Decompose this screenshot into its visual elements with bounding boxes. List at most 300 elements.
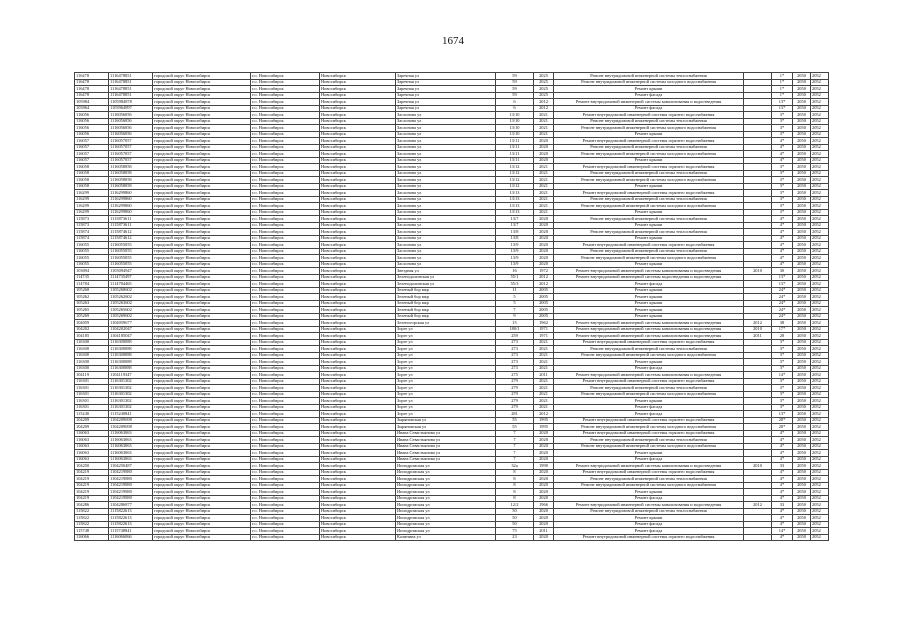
cell-municipality: г.о. Новосибирск <box>251 521 320 528</box>
cell-plan-start: 2050 <box>793 489 811 496</box>
cell-plan-end: 2052 <box>811 443 829 450</box>
cell-street: Зорге ул <box>396 391 496 398</box>
cell-municipal-district: городской округ Новосибирск <box>153 216 251 223</box>
cell-plan-start: 2050 <box>793 391 811 398</box>
cell-wear: 13* <box>772 105 793 112</box>
cell-street: Ивана Севастьянова ул <box>396 437 496 444</box>
cell-locality: Новосибирск <box>320 326 396 333</box>
cell-house-number: 8 <box>496 469 534 476</box>
cell-plan-start: 2050 <box>793 151 811 158</box>
cell-building-code: 1115873611 <box>109 216 153 223</box>
cell-plan-end: 2052 <box>811 92 829 99</box>
cell-work-type: Ремонт крыши <box>554 300 744 307</box>
cell-plan-end: 2052 <box>811 73 829 80</box>
cell-building-code: 1116056056 <box>109 131 153 138</box>
cell-build-year: 2020 <box>534 456 554 463</box>
cell-street: Заречная ул <box>396 105 496 112</box>
cell-wear: 3* <box>772 112 793 119</box>
cell-work-type: Ремонт внутридомовой инженерной системы канализования и водоотведения <box>554 502 744 509</box>
cell-house-number: 11 <box>496 287 534 294</box>
cell-locality: Новосибирск <box>320 105 396 112</box>
cell-locality: Новосибирск <box>320 177 396 184</box>
cell-plan-start: 2050 <box>793 313 811 320</box>
cell-wear: 3* <box>772 385 793 392</box>
cell-house-id: 116057 <box>75 157 109 164</box>
cell-work-type: Ремонт внутридомовой инженерной системы горячего водоснабжения <box>554 339 744 346</box>
cell-build-year: 2025 <box>534 92 554 99</box>
cell-municipality: г.о. Новосибирск <box>251 125 320 132</box>
cell-municipal-district: городской округ Новосибирск <box>153 229 251 236</box>
cell-house-id: 104286 <box>75 502 109 509</box>
cell-house-id: 116301 <box>75 385 109 392</box>
cell-house-number: 259 <box>496 333 534 340</box>
cell-building-code: 1116055055 <box>109 248 153 255</box>
cell-plan-start: 2050 <box>793 118 811 125</box>
cell-municipal-district: городской округ Новосибирск <box>153 73 251 80</box>
cell-work-type: Ремонт фасада <box>554 365 744 372</box>
cell-municipality: г.о. Новосибирск <box>251 73 320 80</box>
cell-municipal-district: городской округ Новосибирск <box>153 209 251 216</box>
cell-wear: 24* <box>772 300 793 307</box>
cell-municipal-district: городской округ Новосибирск <box>153 463 251 470</box>
cell-last-repair-year <box>744 534 772 541</box>
cell-building-code: 1116301302 <box>109 398 153 405</box>
cell-build-year: 2011 <box>534 372 554 379</box>
cell-plan-end: 2052 <box>811 281 829 288</box>
cell-house-id: 116063 <box>75 437 109 444</box>
cell-municipality: г.о. Новосибирск <box>251 333 320 340</box>
cell-house-number: 7 <box>496 443 534 450</box>
cell-house-number: 7 <box>496 450 534 457</box>
cell-house-number: 55 <box>496 417 534 424</box>
cell-locality: Новосибирск <box>320 138 396 145</box>
cell-house-id: 105265 <box>75 307 109 314</box>
cell-municipal-district: городской округ Новосибирск <box>153 489 251 496</box>
cell-municipal-district: городской округ Новосибирск <box>153 151 251 158</box>
cell-locality: Новосибирск <box>320 463 396 470</box>
cell-municipal-district: городской округ Новосибирск <box>153 300 251 307</box>
cell-wear: 4* <box>772 144 793 151</box>
cell-building-code: 1116478851 <box>109 86 153 93</box>
cell-work-type: Ремонт внутридомовой инженерной системы теплоснабжения <box>554 73 744 80</box>
cell-municipality: г.о. Новосибирск <box>251 294 320 301</box>
cell-house-number: 13/13 <box>496 209 534 216</box>
cell-plan-start: 2050 <box>793 430 811 437</box>
cell-locality: Новосибирск <box>320 359 396 366</box>
cell-build-year: 2021 <box>534 398 554 405</box>
cell-wear: 4* <box>772 229 793 236</box>
cell-locality: Новосибирск <box>320 482 396 489</box>
cell-municipal-district: городской округ Новосибирск <box>153 411 251 418</box>
cell-wear: 4* <box>772 248 793 255</box>
cell-build-year: 1995 <box>534 417 554 424</box>
cell-building-code: 1104219880 <box>109 495 153 502</box>
cell-municipal-district: городской округ Новосибирск <box>153 131 251 138</box>
cell-municipality: г.о. Новосибирск <box>251 528 320 535</box>
cell-municipal-district: городской округ Новосибирск <box>153 521 251 528</box>
cell-build-year: 2021 <box>534 164 554 171</box>
cell-plan-start: 2050 <box>793 424 811 431</box>
cell-house-id: 116301 <box>75 404 109 411</box>
cell-work-type: Ремонт крыши <box>554 313 744 320</box>
cell-locality: Новосибирск <box>320 352 396 359</box>
cell-municipal-district: городской округ Новосибирск <box>153 508 251 515</box>
cell-wear: 4* <box>772 437 793 444</box>
cell-municipality: г.о. Новосибирск <box>251 326 320 333</box>
cell-plan-start: 2050 <box>793 131 811 138</box>
cell-municipal-district: городской округ Новосибирск <box>153 79 251 86</box>
cell-locality: Новосибирск <box>320 131 396 138</box>
cell-house-id: 115874 <box>75 235 109 242</box>
cell-plan-end: 2052 <box>811 430 829 437</box>
cell-build-year: 2020 <box>534 495 554 502</box>
cell-work-type: Ремонт внутридомовой инженерной системы теплоснабжения <box>554 144 744 151</box>
cell-build-year: 2021 <box>534 177 554 184</box>
cell-last-repair-year: 2012 <box>744 320 772 327</box>
cell-locality: Новосибирск <box>320 534 396 541</box>
cell-build-year: 2021 <box>534 365 554 372</box>
cell-municipal-district: городской округ Новосибирск <box>153 391 251 398</box>
cell-building-code: 1115874612 <box>109 229 153 236</box>
cell-house-id: 116063 <box>75 456 109 463</box>
cell-municipal-district: городской округ Новосибирск <box>153 437 251 444</box>
cell-house-number: 13/10 <box>496 131 534 138</box>
cell-plan-end: 2052 <box>811 300 829 307</box>
cell-street: Ивана Севастьянова ул <box>396 456 496 463</box>
cell-plan-start: 2050 <box>793 261 811 268</box>
cell-municipality: г.о. Новосибирск <box>251 196 320 203</box>
cell-build-year: 1966 <box>534 502 554 509</box>
cell-locality: Новосибирск <box>320 300 396 307</box>
cell-wear: 4* <box>772 482 793 489</box>
cell-plan-end: 2052 <box>811 450 829 457</box>
cell-street: Зорге ул <box>396 411 496 418</box>
cell-street: Заслонова ул <box>396 138 496 145</box>
cell-house-id: 116300 <box>75 365 109 372</box>
cell-last-repair-year: 2010 <box>744 326 772 333</box>
cell-locality: Новосибирск <box>320 79 396 86</box>
cell-plan-end: 2052 <box>811 313 829 320</box>
cell-work-type: Ремонт крыши <box>554 450 744 457</box>
cell-plan-end: 2052 <box>811 268 829 275</box>
cell-plan-end: 2052 <box>811 456 829 463</box>
cell-work-type: Ремонт крыши <box>554 222 744 229</box>
cell-municipal-district: городской округ Новосибирск <box>153 378 251 385</box>
cell-plan-end: 2052 <box>811 248 829 255</box>
cell-plan-start: 2050 <box>793 287 811 294</box>
cell-street: Зеленый бор мкр <box>396 307 496 314</box>
cell-plan-end: 2052 <box>811 372 829 379</box>
cell-locality: Новосибирск <box>320 508 396 515</box>
cell-wear: 28* <box>772 417 793 424</box>
cell-building-code: 1116057057 <box>109 144 153 151</box>
cell-building-code: 1116056056 <box>109 125 153 132</box>
cell-plan-start: 2050 <box>793 86 811 93</box>
cell-build-year: 2020 <box>534 255 554 262</box>
cell-municipality: г.о. Новосибирск <box>251 411 320 418</box>
cell-municipal-district: городской округ Новосибирск <box>153 476 251 483</box>
cell-locality: Новосибирск <box>320 391 396 398</box>
cell-house-id: 116056 <box>75 112 109 119</box>
cell-locality: Новосибирск <box>320 528 396 535</box>
cell-municipality: г.о. Новосибирск <box>251 203 320 210</box>
cell-wear: 3* <box>772 170 793 177</box>
cell-house-id: 116299 <box>75 203 109 210</box>
cell-house-number: 13/9 <box>496 242 534 249</box>
cell-house-id: 116058 <box>75 183 109 190</box>
cell-locality: Новосибирск <box>320 411 396 418</box>
cell-locality: Новосибирск <box>320 274 396 281</box>
cell-plan-end: 2052 <box>811 534 829 541</box>
cell-last-repair-year: 2010 <box>744 463 772 470</box>
cell-work-type: Ремонт внутридомовой инженерной системы горячего водоснабжения <box>554 378 744 385</box>
cell-plan-end: 2052 <box>811 203 829 210</box>
cell-plan-end: 2052 <box>811 216 829 223</box>
cell-plan-end: 2052 <box>811 138 829 145</box>
cell-building-code: 1104185047 <box>109 333 153 340</box>
cell-work-type: Ремонт крыши <box>554 398 744 405</box>
cell-plan-start: 2050 <box>793 528 811 535</box>
cell-house-number: 13/11 <box>496 138 534 145</box>
cell-build-year: 2020 <box>534 469 554 476</box>
cell-locality: Новосибирск <box>320 333 396 340</box>
cell-building-code: 1116478851 <box>109 79 153 86</box>
cell-build-year: 2005 <box>534 307 554 314</box>
cell-build-year: 2021 <box>534 131 554 138</box>
cell-locality: Новосибирск <box>320 346 396 353</box>
cell-build-year: 2020 <box>534 242 554 249</box>
cell-street: Заречная ул <box>396 99 496 106</box>
cell-locality: Новосибирск <box>320 398 396 405</box>
cell-work-type: Ремонт внутридомовой инженерной системы теплоснабжения <box>554 248 744 255</box>
cell-plan-start: 2050 <box>793 164 811 171</box>
cell-municipality: г.о. Новосибирск <box>251 222 320 229</box>
cell-wear: 3* <box>772 391 793 398</box>
cell-plan-end: 2052 <box>811 476 829 483</box>
cell-building-code: 1116299860 <box>109 190 153 197</box>
cell-plan-end: 2052 <box>811 339 829 346</box>
cell-house-number: 13/12 <box>496 164 534 171</box>
cell-street: Заслонова ул <box>396 229 496 236</box>
cell-build-year: 2021 <box>534 385 554 392</box>
cell-street: Заслонова ул <box>396 190 496 197</box>
cell-plan-end: 2052 <box>811 164 829 171</box>
cell-wear: 4* <box>772 138 793 145</box>
cell-plan-end: 2052 <box>811 170 829 177</box>
cell-build-year: 2005 <box>534 313 554 320</box>
cell-locality: Новосибирск <box>320 437 396 444</box>
cell-municipal-district: городской округ Новосибирск <box>153 482 251 489</box>
cell-build-year: 2012 <box>534 274 554 281</box>
cell-build-year: 2005 <box>534 294 554 301</box>
cell-wear: 3* <box>772 177 793 184</box>
cell-plan-start: 2050 <box>793 294 811 301</box>
cell-wear: 17* <box>772 326 793 333</box>
cell-municipal-district: городской округ Новосибирск <box>153 144 251 151</box>
cell-municipality: г.о. Новосибирск <box>251 404 320 411</box>
cell-wear: 1* <box>772 73 793 80</box>
cell-street: Зорге ул <box>396 333 496 340</box>
cell-wear: 24* <box>772 287 793 294</box>
cell-work-type: Ремонт крыши <box>554 209 744 216</box>
cell-plan-start: 2050 <box>793 385 811 392</box>
cell-building-code: 1116055055 <box>109 261 153 268</box>
cell-street: Заречная ул <box>396 73 496 80</box>
cell-building-code: 1116478851 <box>109 92 153 99</box>
cell-house-number: 13/8 <box>496 235 534 242</box>
cell-house-id: 116063 <box>75 450 109 457</box>
cell-house-id: 104059 <box>75 320 109 327</box>
cell-house-id: 115873 <box>75 216 109 223</box>
cell-locality: Новосибирск <box>320 99 396 106</box>
cell-plan-start: 2050 <box>793 92 811 99</box>
cell-plan-end: 2052 <box>811 515 829 522</box>
cell-build-year: 2020 <box>534 216 554 223</box>
cell-plan-end: 2052 <box>811 469 829 476</box>
cell-house-number: 279 <box>496 378 534 385</box>
cell-plan-end: 2052 <box>811 118 829 125</box>
cell-municipal-district: городской округ Новосибирск <box>153 528 251 535</box>
cell-house-number: 275 <box>496 372 534 379</box>
cell-build-year: 2021 <box>534 209 554 216</box>
cell-plan-end: 2052 <box>811 294 829 301</box>
cell-locality: Новосибирск <box>320 118 396 125</box>
cell-locality: Новосибирск <box>320 196 396 203</box>
cell-street: Ипподромская ул <box>396 489 496 496</box>
cell-municipality: г.о. Новосибирск <box>251 144 320 151</box>
cell-street: Зеленый бор мкр <box>396 313 496 320</box>
cell-street: Ипподромская ул <box>396 528 496 535</box>
cell-work-type: Ремонт внутридомовой инженерной системы теплоснабжения <box>554 476 744 483</box>
cell-house-number: 16 <box>496 268 534 275</box>
cell-build-year: 2012 <box>534 411 554 418</box>
cell-building-code: 1115822613 <box>109 515 153 522</box>
cell-building-code: 1104209698 <box>109 424 153 431</box>
cell-building-code: 1116299860 <box>109 209 153 216</box>
cell-build-year: 2021 <box>534 359 554 366</box>
cell-house-number: 273 <box>496 339 534 346</box>
cell-locality: Новосибирск <box>320 339 396 346</box>
cell-work-type: Ремонт внутридомовой инженерной системы теплоснабжения <box>554 170 744 177</box>
cell-plan-end: 2052 <box>811 359 829 366</box>
cell-street: Зыряновская ул <box>396 417 496 424</box>
cell-municipality: г.о. Новосибирск <box>251 365 320 372</box>
cell-plan-start: 2050 <box>793 378 811 385</box>
cell-municipality: г.о. Новосибирск <box>251 307 320 314</box>
cell-municipality: г.о. Новосибирск <box>251 346 320 353</box>
cell-municipal-district: городской округ Новосибирск <box>153 307 251 314</box>
cell-work-type: Ремонт внутридомовой инженерной системы горячего водоснабжения <box>554 138 744 145</box>
cell-municipality: г.о. Новосибирск <box>251 151 320 158</box>
cell-plan-end: 2052 <box>811 190 829 197</box>
cell-plan-start: 2050 <box>793 235 811 242</box>
cell-house-number: 7 <box>496 437 534 444</box>
cell-street: Зеленый бор мкр <box>396 294 496 301</box>
cell-street: Зеленый бор мкр <box>396 287 496 294</box>
cell-wear: 3* <box>772 359 793 366</box>
cell-locality: Новосибирск <box>320 287 396 294</box>
cell-municipality: г.о. Новосибирск <box>251 183 320 190</box>
cell-locality: Новосибирск <box>320 365 396 372</box>
cell-wear: 4* <box>772 495 793 502</box>
cell-locality: Новосибирск <box>320 450 396 457</box>
cell-municipality: г.о. Новосибирск <box>251 86 320 93</box>
cell-wear: 3* <box>772 365 793 372</box>
cell-plan-start: 2050 <box>793 365 811 372</box>
cell-building-code: 1104219880 <box>109 469 153 476</box>
cell-municipal-district: городской округ Новосибирск <box>153 248 251 255</box>
cell-house-number: 50 <box>496 521 534 528</box>
cell-wear: 33 <box>772 502 793 509</box>
cell-wear: 3* <box>772 203 793 210</box>
cell-plan-start: 2050 <box>793 482 811 489</box>
cell-plan-end: 2052 <box>811 365 829 372</box>
cell-municipality: г.о. Новосибирск <box>251 469 320 476</box>
cell-municipal-district: городской округ Новосибирск <box>153 203 251 210</box>
cell-plan-start: 2050 <box>793 476 811 483</box>
cell-work-type: Ремонт фасада <box>554 411 744 418</box>
cell-locality: Новосибирск <box>320 268 396 275</box>
cell-plan-end: 2052 <box>811 177 829 184</box>
cell-work-type: Ремонт внутридомовой инженерной системы горячего водоснабжения <box>554 112 744 119</box>
cell-municipal-district: городской округ Новосибирск <box>153 346 251 353</box>
cell-house-number: 75 <box>496 528 534 535</box>
cell-house-number: 6 <box>496 105 534 112</box>
cell-house-number: 180/1 <box>496 326 534 333</box>
cell-house-id: 104250 <box>75 463 109 470</box>
cell-house-id: 116056 <box>75 125 109 132</box>
cell-street: Зорге ул <box>396 359 496 366</box>
cell-municipality: г.о. Новосибирск <box>251 495 320 502</box>
cell-build-year: 2020 <box>534 508 554 515</box>
cell-locality: Новосибирск <box>320 313 396 320</box>
cell-build-year: 2025 <box>534 73 554 80</box>
cell-plan-start: 2050 <box>793 300 811 307</box>
cell-street: Ипподромская ул <box>396 463 496 470</box>
cell-plan-start: 2050 <box>793 307 811 314</box>
cell-build-year: 2020 <box>534 222 554 229</box>
cell-locality: Новосибирск <box>320 378 396 385</box>
cell-plan-end: 2052 <box>811 352 829 359</box>
cell-municipality: г.о. Новосибирск <box>251 235 320 242</box>
cell-street: Зорге ул <box>396 385 496 392</box>
cell-locality: Новосибирск <box>320 469 396 476</box>
cell-locality: Новосибирск <box>320 320 396 327</box>
cell-plan-start: 2050 <box>793 443 811 450</box>
cell-municipality: г.о. Новосибирск <box>251 313 320 320</box>
cell-municipality: г.о. Новосибирск <box>251 300 320 307</box>
cell-plan-start: 2050 <box>793 242 811 249</box>
cell-street: Заслонова ул <box>396 183 496 190</box>
cell-municipal-district: городской округ Новосибирск <box>153 339 251 346</box>
cell-plan-end: 2052 <box>811 144 829 151</box>
cell-street: Заслонова ул <box>396 248 496 255</box>
cell-work-type: Ремонт крыши <box>554 515 744 522</box>
cell-house-number: 13/8 <box>496 229 534 236</box>
cell-house-number: 13/11 <box>496 151 534 158</box>
cell-house-id: 114784 <box>75 281 109 288</box>
cell-municipal-district: городской округ Новосибирск <box>153 170 251 177</box>
cell-build-year: 2021 <box>534 404 554 411</box>
cell-plan-end: 2052 <box>811 105 829 112</box>
cell-plan-end: 2052 <box>811 235 829 242</box>
cell-building-code: 1116058058 <box>109 164 153 171</box>
cell-house-number: 59 <box>496 79 534 86</box>
cell-house-number: 12/2 <box>496 502 534 509</box>
cell-building-code: 1115873611 <box>109 222 153 229</box>
cell-building-code: 1116066066 <box>109 534 153 541</box>
cell-house-id: 116063 <box>75 430 109 437</box>
